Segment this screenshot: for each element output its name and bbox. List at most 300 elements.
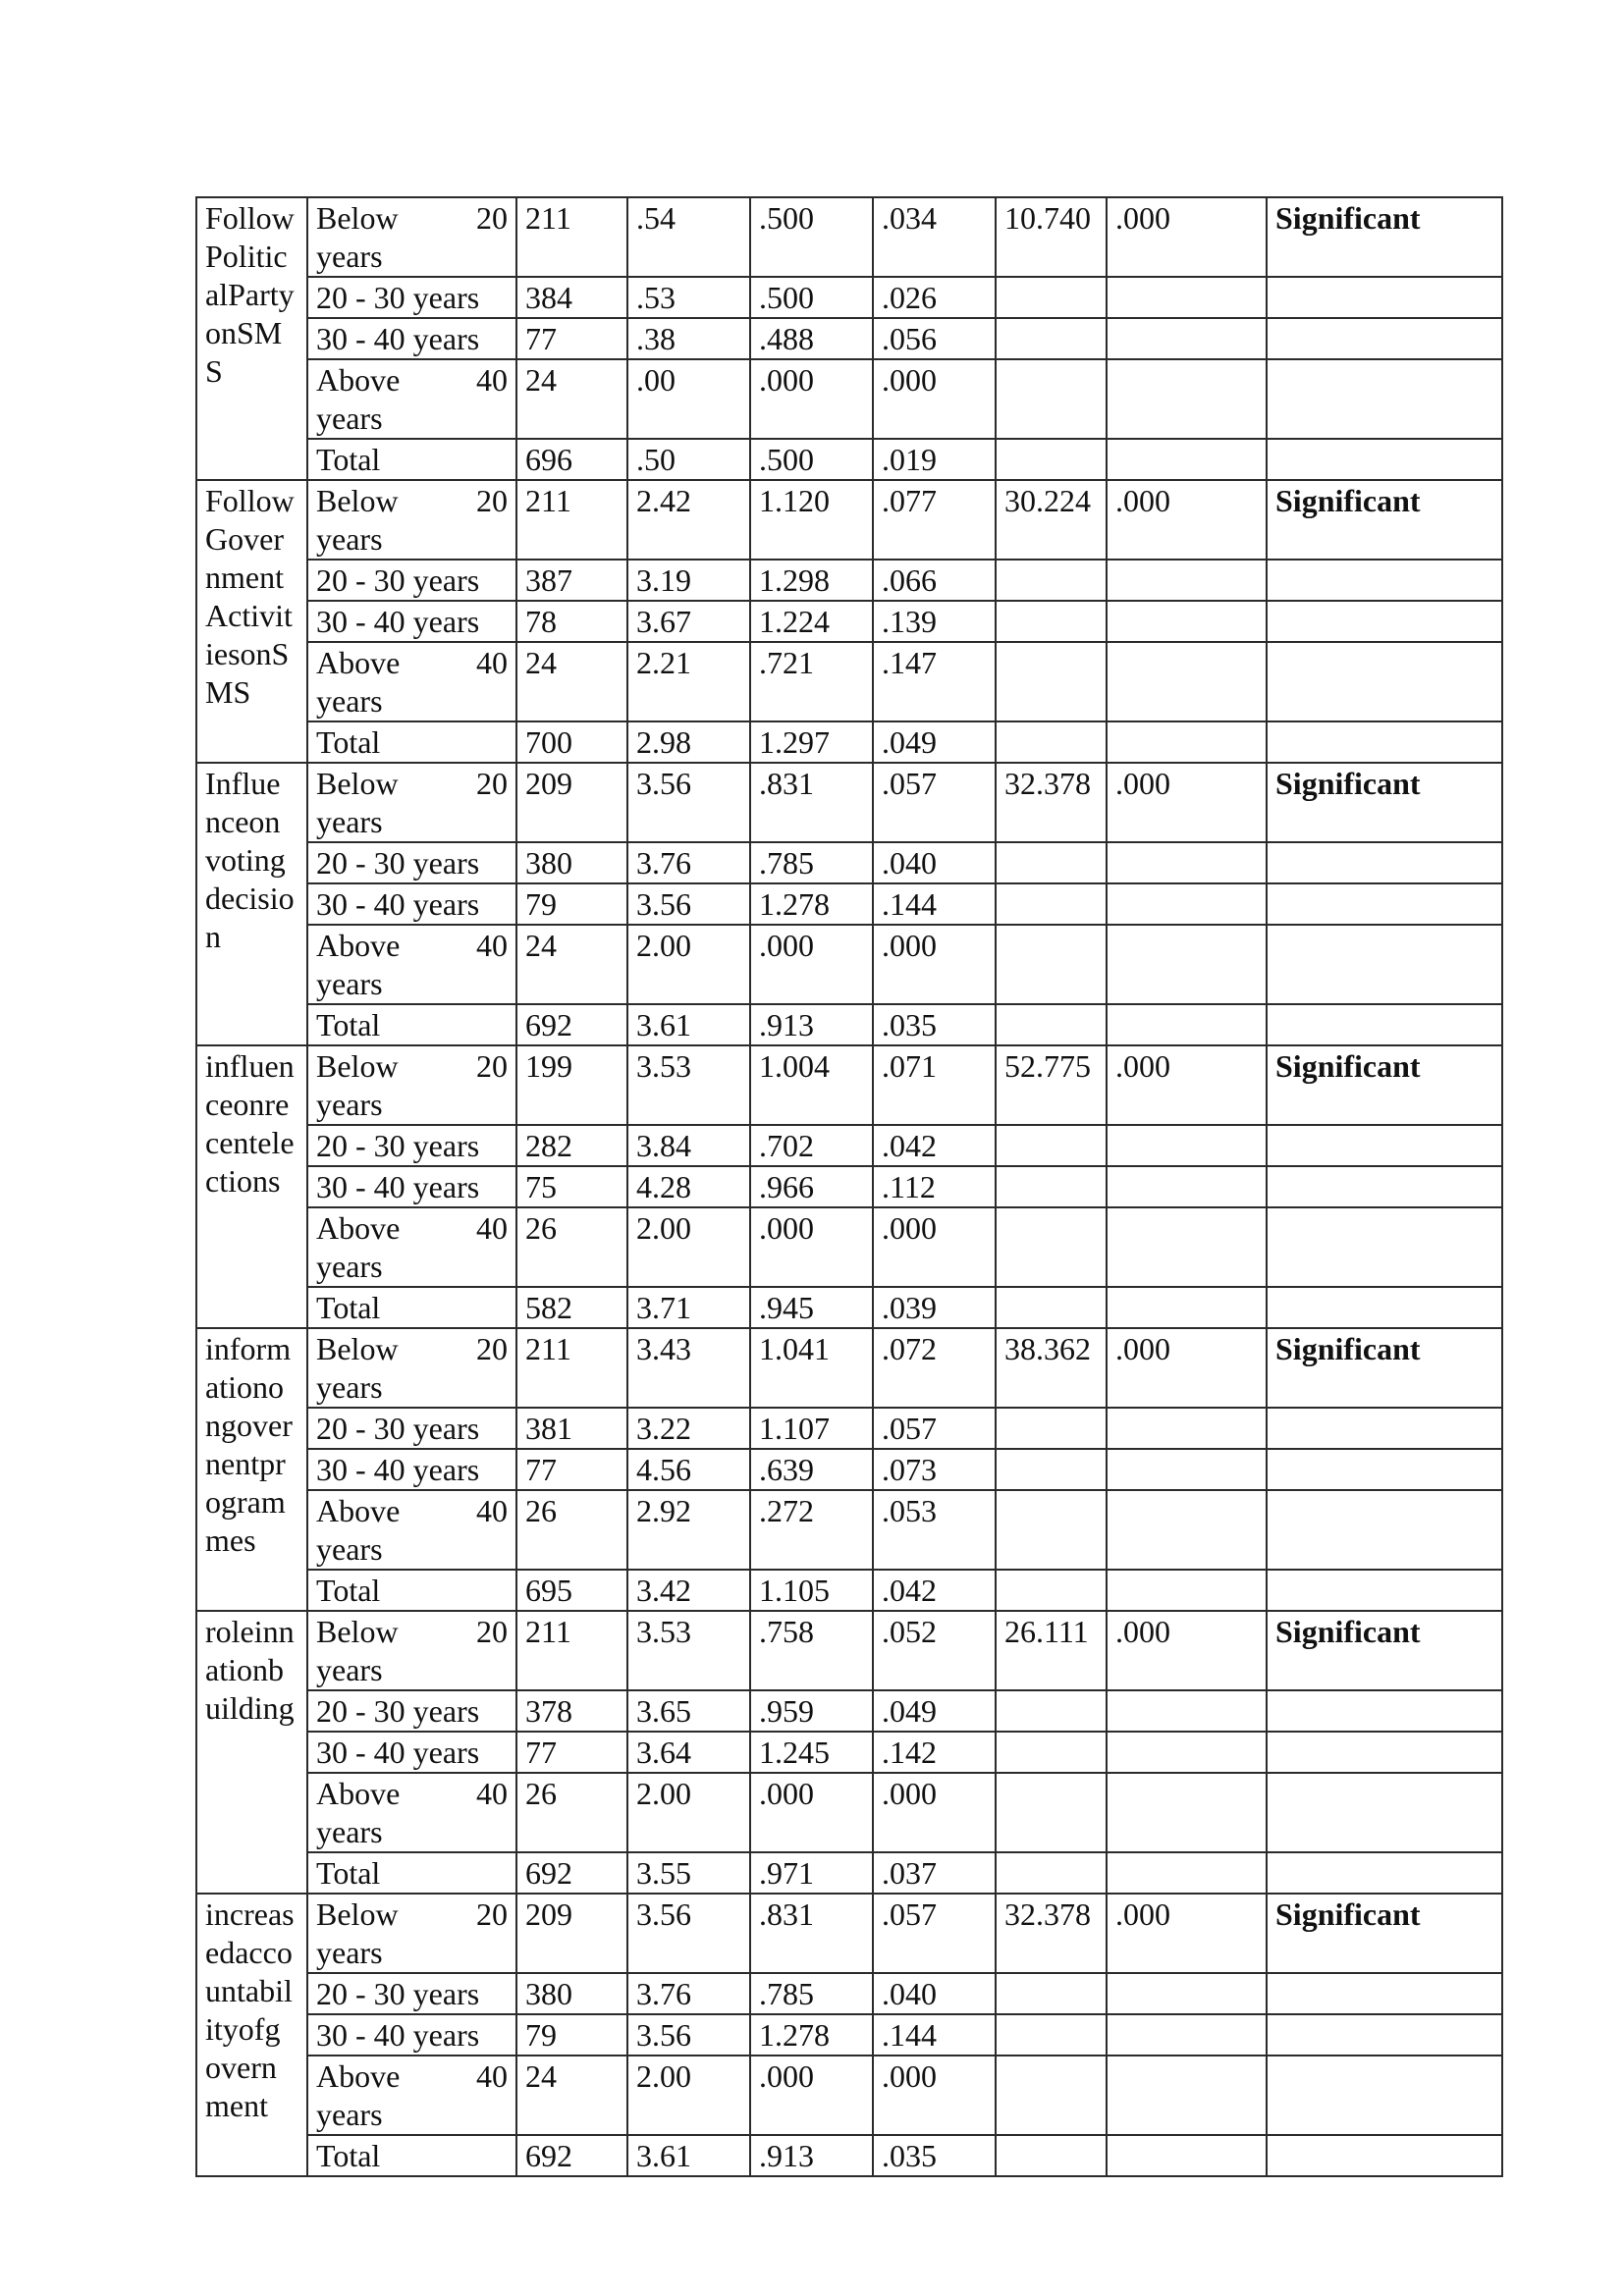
table-row xyxy=(196,1490,1502,1570)
age-group-cell xyxy=(307,1894,516,1973)
std-deviation-cell: .785 xyxy=(750,842,873,883)
age-group-cell xyxy=(307,1852,516,1894)
significance-cell xyxy=(1267,318,1502,359)
age-group-cell xyxy=(307,1973,516,2014)
p-value-cell: .000 xyxy=(1107,1611,1267,1690)
std-error-cell: .035 xyxy=(873,1004,996,1045)
significance-cell xyxy=(1267,1207,1502,1287)
mean-cell: .50 xyxy=(627,439,750,480)
n-cell: 692 xyxy=(516,1004,627,1045)
table-row xyxy=(196,560,1502,601)
std-error-cell: .057 xyxy=(873,763,996,842)
std-deviation-cell: .272 xyxy=(750,1490,873,1570)
std-error-cell: .040 xyxy=(873,1973,996,2014)
variable-label-line: Activit xyxy=(205,598,293,633)
std-error-cell: .034 xyxy=(873,197,996,277)
f-value-cell xyxy=(996,1690,1107,1732)
std-error-cell: .037 xyxy=(873,1852,996,1894)
p-value-cell xyxy=(1107,1207,1267,1287)
age-group-cell xyxy=(307,883,516,925)
std-deviation-cell: 1.105 xyxy=(750,1570,873,1611)
age-group-cell xyxy=(307,925,516,1004)
p-value-cell xyxy=(1107,318,1267,359)
table-row xyxy=(196,1408,1502,1449)
n-cell: 387 xyxy=(516,560,627,601)
n-cell: 282 xyxy=(516,1125,627,1166)
significance-cell xyxy=(1267,1490,1502,1570)
mean-cell: 3.76 xyxy=(627,1973,750,2014)
age-group-label: 20 - 30 years xyxy=(316,1411,480,1446)
table-row xyxy=(196,1207,1502,1287)
table-row xyxy=(196,318,1502,359)
f-value-cell xyxy=(996,1125,1107,1166)
table-row xyxy=(196,842,1502,883)
variable-label-line: ment xyxy=(205,2088,268,2123)
std-error-cell: .066 xyxy=(873,560,996,601)
std-deviation-cell: .000 xyxy=(750,1207,873,1287)
significance-cell xyxy=(1267,1973,1502,2014)
f-value-cell: 52.775 xyxy=(996,1045,1107,1125)
n-cell: 692 xyxy=(516,1852,627,1894)
std-error-cell: .144 xyxy=(873,883,996,925)
age-group-label: Total xyxy=(316,2138,381,2173)
f-value-cell xyxy=(996,277,1107,318)
age-group-cell xyxy=(307,1732,516,1773)
table-row-total xyxy=(196,2135,1502,2176)
f-value-cell: 26.111 xyxy=(996,1611,1107,1690)
std-deviation-cell: 1.278 xyxy=(750,883,873,925)
std-error-cell: .039 xyxy=(873,1287,996,1328)
std-deviation-cell: .702 xyxy=(750,1125,873,1166)
variable-label-line: Influe xyxy=(205,766,281,801)
std-deviation-cell: .721 xyxy=(750,642,873,721)
age-group-label: Below 20 years xyxy=(316,200,508,274)
n-cell: 380 xyxy=(516,1973,627,2014)
age-group-label: Below 20 years xyxy=(316,483,508,557)
significance-cell xyxy=(1267,883,1502,925)
variable-label-line: ceonre xyxy=(205,1087,290,1122)
variable-label-line: influen xyxy=(205,1048,295,1084)
variable-label-line: centele xyxy=(205,1125,295,1160)
variable-label-line: nceon xyxy=(205,804,281,839)
significance-cell: Significant xyxy=(1267,1894,1502,1973)
std-deviation-cell: .000 xyxy=(750,925,873,1004)
std-error-cell: .000 xyxy=(873,925,996,1004)
significance-cell xyxy=(1267,2056,1502,2135)
age-group-label: Above 40 years xyxy=(316,1210,508,1284)
age-group-cell xyxy=(307,197,516,277)
mean-cell: 3.22 xyxy=(627,1408,750,1449)
n-cell: 696 xyxy=(516,439,627,480)
variable-label-line: ngover xyxy=(205,1408,293,1443)
f-value-cell xyxy=(996,1207,1107,1287)
n-cell: 24 xyxy=(516,642,627,721)
n-cell: 26 xyxy=(516,1207,627,1287)
f-value-cell xyxy=(996,1449,1107,1490)
age-group-label: 20 - 30 years xyxy=(316,845,480,881)
std-error-cell: .052 xyxy=(873,1611,996,1690)
f-value-cell xyxy=(996,2135,1107,2176)
age-group-label: 30 - 40 years xyxy=(316,321,480,356)
p-value-cell xyxy=(1107,1732,1267,1773)
significance-cell xyxy=(1267,359,1502,439)
p-value-cell: .000 xyxy=(1107,197,1267,277)
f-value-cell xyxy=(996,642,1107,721)
age-group-label: 30 - 40 years xyxy=(316,1169,480,1204)
n-cell: 209 xyxy=(516,1894,627,1973)
age-group-label: Above 40 years xyxy=(316,928,508,1001)
age-group-cell xyxy=(307,1166,516,1207)
n-cell: 24 xyxy=(516,2056,627,2135)
std-error-cell: .142 xyxy=(873,1732,996,1773)
std-deviation-cell: .000 xyxy=(750,2056,873,2135)
age-group-label: Total xyxy=(316,1290,381,1325)
variable-label-line: mes xyxy=(205,1522,256,1558)
variable-label-line: ationo xyxy=(205,1369,284,1405)
significance-cell xyxy=(1267,1287,1502,1328)
significance-cell xyxy=(1267,1852,1502,1894)
n-cell: 199 xyxy=(516,1045,627,1125)
mean-cell: .00 xyxy=(627,359,750,439)
variable-label-line: S xyxy=(205,353,223,389)
table-row-total xyxy=(196,1287,1502,1328)
age-group-cell xyxy=(307,1773,516,1852)
std-deviation-cell: .758 xyxy=(750,1611,873,1690)
variable-label-line: inform xyxy=(205,1331,292,1366)
age-group-cell xyxy=(307,1611,516,1690)
p-value-cell xyxy=(1107,359,1267,439)
p-value-cell xyxy=(1107,1004,1267,1045)
age-group-label: Total xyxy=(316,442,381,477)
n-cell: 380 xyxy=(516,842,627,883)
significance-cell xyxy=(1267,601,1502,642)
age-group-label: 30 - 40 years xyxy=(316,604,480,639)
significance-cell xyxy=(1267,1166,1502,1207)
p-value-cell xyxy=(1107,1690,1267,1732)
table-row xyxy=(196,1166,1502,1207)
f-value-cell: 10.740 xyxy=(996,197,1107,277)
significance-cell: Significant xyxy=(1267,1045,1502,1125)
significance-cell xyxy=(1267,721,1502,763)
table-row-total xyxy=(196,721,1502,763)
n-cell: 211 xyxy=(516,1611,627,1690)
age-group-cell xyxy=(307,359,516,439)
significance-cell xyxy=(1267,642,1502,721)
variable-cell xyxy=(196,1328,307,1611)
std-error-cell: .056 xyxy=(873,318,996,359)
f-value-cell xyxy=(996,439,1107,480)
age-group-label: Above 40 years xyxy=(316,1493,508,1567)
p-value-cell xyxy=(1107,1570,1267,1611)
age-group-cell xyxy=(307,1490,516,1570)
f-value-cell: 38.362 xyxy=(996,1328,1107,1408)
variable-label-line: voting xyxy=(205,842,286,878)
variable-cell xyxy=(196,480,307,763)
age-group-label: 20 - 30 years xyxy=(316,1693,480,1729)
variable-label-line: ogram xyxy=(205,1484,286,1520)
std-error-cell: .144 xyxy=(873,2014,996,2056)
mean-cell: 3.67 xyxy=(627,601,750,642)
n-cell: 695 xyxy=(516,1570,627,1611)
mean-cell: .38 xyxy=(627,318,750,359)
p-value-cell xyxy=(1107,1490,1267,1570)
table-row xyxy=(196,2014,1502,2056)
age-group-cell xyxy=(307,1449,516,1490)
p-value-cell xyxy=(1107,642,1267,721)
p-value-cell: .000 xyxy=(1107,763,1267,842)
age-group-cell xyxy=(307,1328,516,1408)
table-row xyxy=(196,1732,1502,1773)
n-cell: 77 xyxy=(516,1449,627,1490)
age-group-label: 20 - 30 years xyxy=(316,1128,480,1163)
std-deviation-cell: .831 xyxy=(750,1894,873,1973)
variable-label-line: untabil xyxy=(205,1973,293,2008)
significance-cell: Significant xyxy=(1267,480,1502,560)
p-value-cell xyxy=(1107,2135,1267,2176)
f-value-cell xyxy=(996,359,1107,439)
age-group-cell xyxy=(307,2056,516,2135)
p-value-cell: .000 xyxy=(1107,1328,1267,1408)
age-group-label: Total xyxy=(316,1855,381,1891)
variable-label-line: iesonS xyxy=(205,636,290,671)
significance-cell xyxy=(1267,1125,1502,1166)
std-error-cell: .000 xyxy=(873,2056,996,2135)
p-value-cell: .000 xyxy=(1107,480,1267,560)
table-row xyxy=(196,277,1502,318)
std-deviation-cell: .000 xyxy=(750,1773,873,1852)
mean-cell: 2.00 xyxy=(627,2056,750,2135)
table-row xyxy=(196,1894,1502,1973)
p-value-cell xyxy=(1107,560,1267,601)
age-group-cell xyxy=(307,1004,516,1045)
std-error-cell: .147 xyxy=(873,642,996,721)
mean-cell: 3.55 xyxy=(627,1852,750,1894)
table-row xyxy=(196,1973,1502,2014)
mean-cell: 3.61 xyxy=(627,1004,750,1045)
std-error-cell: .071 xyxy=(873,1045,996,1125)
p-value-cell xyxy=(1107,842,1267,883)
age-group-cell xyxy=(307,1287,516,1328)
mean-cell: 3.56 xyxy=(627,1894,750,1973)
age-group-cell xyxy=(307,842,516,883)
age-group-cell xyxy=(307,721,516,763)
table-row-total xyxy=(196,1570,1502,1611)
age-group-cell xyxy=(307,763,516,842)
std-deviation-cell: 1.297 xyxy=(750,721,873,763)
std-error-cell: .057 xyxy=(873,1894,996,1973)
mean-cell: 3.42 xyxy=(627,1570,750,1611)
n-cell: 384 xyxy=(516,277,627,318)
p-value-cell xyxy=(1107,721,1267,763)
variable-cell xyxy=(196,197,307,480)
table-row-total xyxy=(196,1852,1502,1894)
std-deviation-cell: .500 xyxy=(750,277,873,318)
mean-cell: 3.56 xyxy=(627,763,750,842)
significance-cell xyxy=(1267,1570,1502,1611)
mean-cell: 2.00 xyxy=(627,1207,750,1287)
p-value-cell xyxy=(1107,1773,1267,1852)
n-cell: 378 xyxy=(516,1690,627,1732)
std-error-cell: .040 xyxy=(873,842,996,883)
f-value-cell: 30.224 xyxy=(996,480,1107,560)
age-group-cell xyxy=(307,1125,516,1166)
n-cell: 381 xyxy=(516,1408,627,1449)
age-group-cell xyxy=(307,1207,516,1287)
variable-label-line: n xyxy=(205,919,221,954)
std-error-cell: .019 xyxy=(873,439,996,480)
table-row xyxy=(196,1125,1502,1166)
significance-cell xyxy=(1267,2135,1502,2176)
variable-label-line: ctions xyxy=(205,1163,281,1199)
table-row xyxy=(196,2056,1502,2135)
variable-label-line: roleinn xyxy=(205,1614,295,1649)
f-value-cell xyxy=(996,2014,1107,2056)
std-error-cell: .112 xyxy=(873,1166,996,1207)
variable-label-line: overn xyxy=(205,2050,277,2085)
std-deviation-cell: .500 xyxy=(750,197,873,277)
age-group-cell xyxy=(307,480,516,560)
n-cell: 209 xyxy=(516,763,627,842)
p-value-cell xyxy=(1107,1973,1267,2014)
std-deviation-cell: .966 xyxy=(750,1166,873,1207)
variable-cell xyxy=(196,1894,307,2176)
mean-cell: 3.76 xyxy=(627,842,750,883)
mean-cell: 3.43 xyxy=(627,1328,750,1408)
variable-label-line: Follow xyxy=(205,200,295,236)
age-group-label: 20 - 30 years xyxy=(316,280,480,315)
variable-label-line: decisio xyxy=(205,881,295,916)
p-value-cell xyxy=(1107,1125,1267,1166)
mean-cell: 3.65 xyxy=(627,1690,750,1732)
mean-cell: 2.98 xyxy=(627,721,750,763)
variable-label-line: uilding xyxy=(205,1690,295,1726)
p-value-cell: .000 xyxy=(1107,1894,1267,1973)
mean-cell: 2.92 xyxy=(627,1490,750,1570)
mean-cell: 3.19 xyxy=(627,560,750,601)
table-row xyxy=(196,1773,1502,1852)
age-group-cell xyxy=(307,2014,516,2056)
age-group-label: Total xyxy=(316,1573,381,1608)
mean-cell: 4.28 xyxy=(627,1166,750,1207)
significance-cell xyxy=(1267,925,1502,1004)
variable-label-line: nentpr xyxy=(205,1446,286,1481)
age-group-label: 30 - 40 years xyxy=(316,886,480,922)
mean-cell: 3.56 xyxy=(627,883,750,925)
f-value-cell xyxy=(996,1973,1107,2014)
p-value-cell xyxy=(1107,439,1267,480)
mean-cell: 4.56 xyxy=(627,1449,750,1490)
std-error-cell: .053 xyxy=(873,1490,996,1570)
age-group-cell xyxy=(307,1570,516,1611)
variable-label-line: ityofg xyxy=(205,2011,281,2047)
mean-cell: 3.84 xyxy=(627,1125,750,1166)
p-value-cell xyxy=(1107,1408,1267,1449)
n-cell: 692 xyxy=(516,2135,627,2176)
std-error-cell: .042 xyxy=(873,1570,996,1611)
n-cell: 77 xyxy=(516,318,627,359)
variable-cell xyxy=(196,763,307,1045)
p-value-cell xyxy=(1107,1449,1267,1490)
mean-cell: 3.61 xyxy=(627,2135,750,2176)
f-value-cell xyxy=(996,925,1107,1004)
variable-label-line: Gover xyxy=(205,521,284,557)
n-cell: 26 xyxy=(516,1490,627,1570)
std-deviation-cell: 1.224 xyxy=(750,601,873,642)
table-row xyxy=(196,359,1502,439)
f-value-cell xyxy=(996,560,1107,601)
mean-cell: 3.56 xyxy=(627,2014,750,2056)
age-group-label: Above 40 years xyxy=(316,645,508,719)
table-row xyxy=(196,480,1502,560)
std-deviation-cell: .000 xyxy=(750,359,873,439)
std-deviation-cell: .945 xyxy=(750,1287,873,1328)
n-cell: 582 xyxy=(516,1287,627,1328)
variable-label-line: nment xyxy=(205,560,284,595)
variable-cell xyxy=(196,1045,307,1328)
std-deviation-cell: .785 xyxy=(750,1973,873,2014)
table-body xyxy=(196,197,1502,2176)
n-cell: 211 xyxy=(516,1328,627,1408)
significance-cell xyxy=(1267,2014,1502,2056)
std-error-cell: .035 xyxy=(873,2135,996,2176)
f-value-cell xyxy=(996,883,1107,925)
age-group-cell xyxy=(307,439,516,480)
table-row xyxy=(196,1611,1502,1690)
age-group-label: Below 20 years xyxy=(316,766,508,839)
significance-cell xyxy=(1267,277,1502,318)
mean-cell: 2.00 xyxy=(627,925,750,1004)
n-cell: 211 xyxy=(516,197,627,277)
table-row xyxy=(196,197,1502,277)
age-group-label: Below 20 years xyxy=(316,1896,508,1970)
n-cell: 211 xyxy=(516,480,627,560)
significance-cell: Significant xyxy=(1267,1328,1502,1408)
age-group-cell xyxy=(307,318,516,359)
f-value-cell: 32.378 xyxy=(996,1894,1107,1973)
anova-table xyxy=(195,196,1503,2177)
n-cell: 78 xyxy=(516,601,627,642)
std-error-cell: .057 xyxy=(873,1408,996,1449)
f-value-cell: 32.378 xyxy=(996,763,1107,842)
age-group-label: 30 - 40 years xyxy=(316,1452,480,1487)
age-group-label: 20 - 30 years xyxy=(316,1976,480,2011)
age-group-cell xyxy=(307,1408,516,1449)
f-value-cell xyxy=(996,2056,1107,2135)
variable-label-line: edacco xyxy=(205,1935,293,1970)
significance-cell xyxy=(1267,439,1502,480)
age-group-cell xyxy=(307,1045,516,1125)
std-error-cell: .042 xyxy=(873,1125,996,1166)
std-deviation-cell: .488 xyxy=(750,318,873,359)
significance-cell: Significant xyxy=(1267,197,1502,277)
std-deviation-cell: .959 xyxy=(750,1690,873,1732)
p-value-cell xyxy=(1107,277,1267,318)
mean-cell: 2.00 xyxy=(627,1773,750,1852)
age-group-label: Below 20 years xyxy=(316,1614,508,1687)
std-deviation-cell: .831 xyxy=(750,763,873,842)
significance-cell xyxy=(1267,1004,1502,1045)
std-error-cell: .000 xyxy=(873,1773,996,1852)
age-group-label: Total xyxy=(316,724,381,760)
significance-cell: Significant xyxy=(1267,763,1502,842)
age-group-cell xyxy=(307,601,516,642)
p-value-cell xyxy=(1107,925,1267,1004)
variable-label-line: ationb xyxy=(205,1652,284,1687)
mean-cell: 2.21 xyxy=(627,642,750,721)
mean-cell: .53 xyxy=(627,277,750,318)
mean-cell: 3.71 xyxy=(627,1287,750,1328)
variable-label-line: MS xyxy=(205,674,251,710)
